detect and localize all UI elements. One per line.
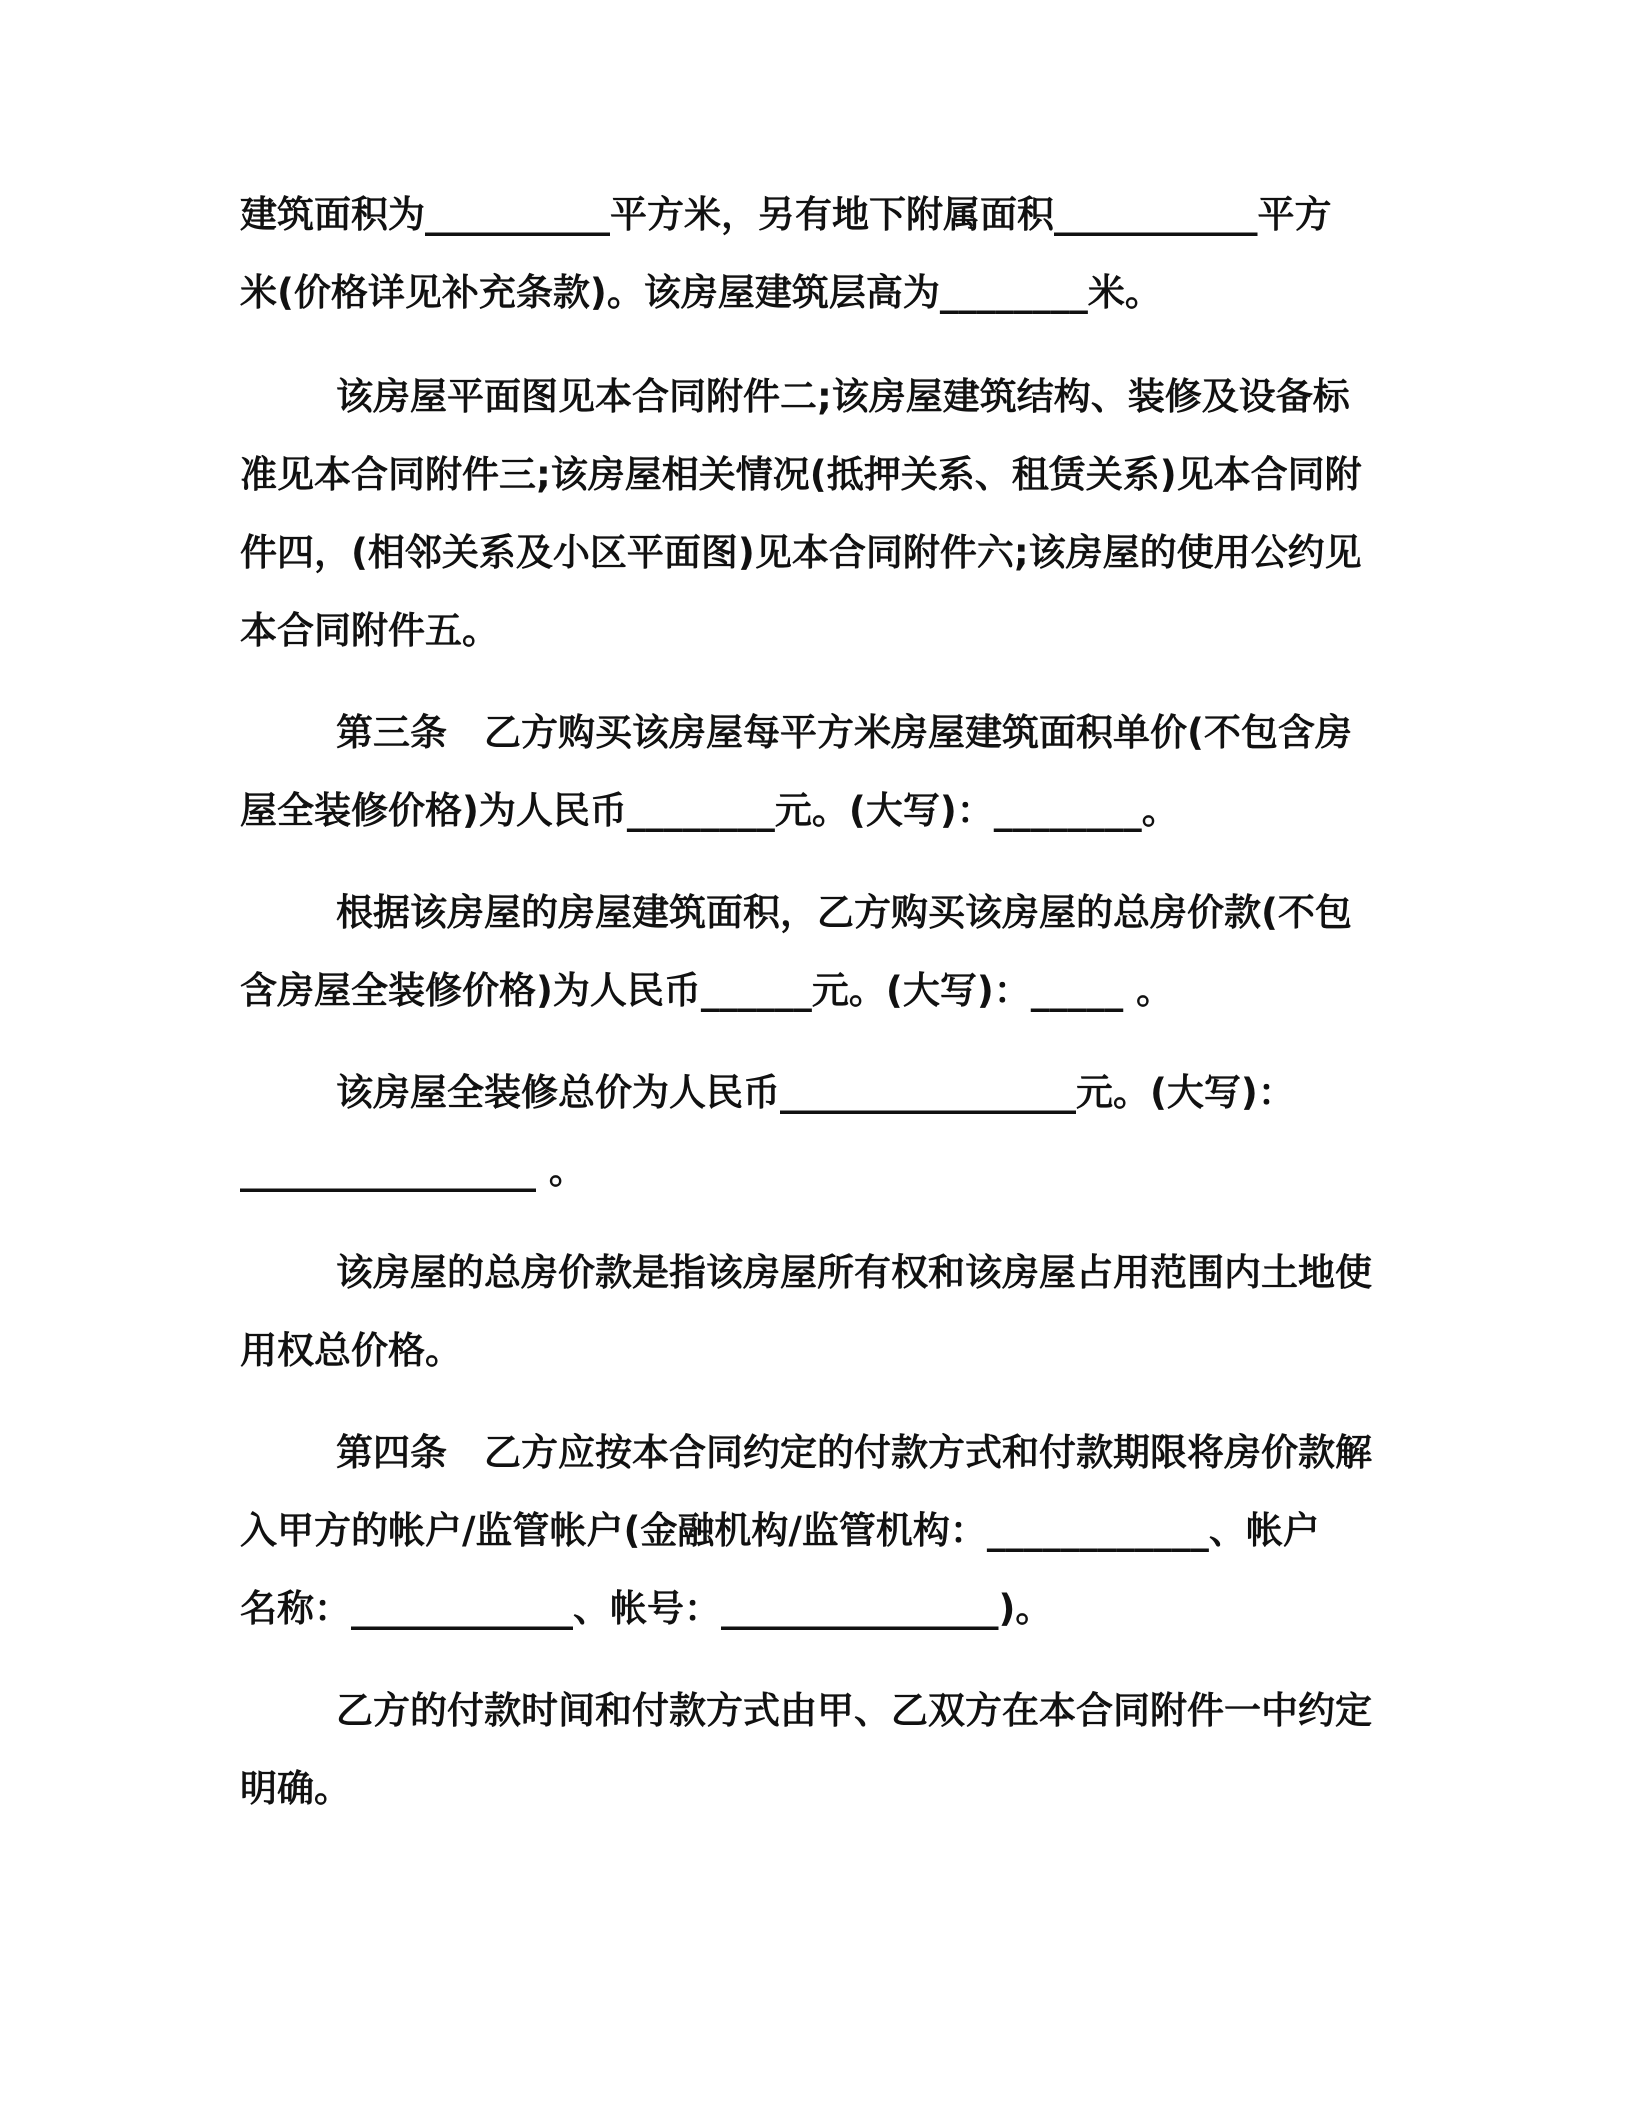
paragraph-line: ________________ 。 <box>240 1149 586 1192</box>
paragraph-line: 用权总价格。 <box>240 1329 462 1372</box>
paragraph-price-definition <box>240 1234 1400 1390</box>
paragraph-payment-terms <box>240 1672 1400 1828</box>
paragraph-line: 件四，(相邻关系及小区平面图)见本合同附件六;该房屋的使用公约见 <box>240 531 1362 574</box>
paragraph-line: 屋全装修价格)为人民币________元。(大写)：________。 <box>240 789 1179 832</box>
paragraph-article-4 <box>240 1414 1400 1648</box>
paragraph-line: 根据该房屋的房屋建筑面积，乙方购买该房屋的总房价款(不包 <box>336 891 1352 934</box>
paragraph-line: 含房屋全装修价格)为人民币______元。(大写)：_____ 。 <box>240 969 1174 1012</box>
paragraph-line: 该房屋全装修总价为人民币________________元。(大写)： <box>336 1071 1295 1114</box>
paragraph-line: 名称：____________、帐号：_______________)。 <box>240 1587 1053 1630</box>
paragraph-line: 乙方的付款时间和付款方式由甲、乙双方在本合同附件一中约定 <box>336 1689 1372 1732</box>
paragraph-line: 米(价格详见补充条款)。该房屋建筑层高为________米。 <box>240 271 1162 314</box>
paragraph-line: 入甲方的帐户/监管帐户(金融机构/监管机构：____________、帐户 <box>240 1509 1320 1552</box>
paragraph-line: 该房屋平面图见本合同附件二;该房屋建筑结构、装修及设备标 <box>336 375 1350 418</box>
paragraph-line: 第三条 乙方购买该房屋每平方米房屋建筑面积单价(不包含房 <box>336 711 1352 754</box>
paragraph-attachments <box>240 358 1400 670</box>
paragraph-area <box>240 176 1400 332</box>
paragraph-line: 准见本合同附件三;该房屋相关情况(抵押关系、租赁关系)见本合同附 <box>240 453 1362 496</box>
paragraph-line: 本合同附件五。 <box>240 609 499 652</box>
paragraph-article-3 <box>240 694 1400 850</box>
paragraph-line: 第四条 乙方应按本合同约定的付款方式和付款期限将房价款解 <box>336 1431 1372 1474</box>
paragraph-line: 建筑面积为__________平方米，另有地下附属面积___________平方 <box>240 193 1332 236</box>
paragraph-decoration-price <box>240 1054 1400 1210</box>
paragraph-total-price <box>240 874 1400 1030</box>
paragraph-line: 明确。 <box>240 1767 351 1810</box>
paragraph-line: 该房屋的总房价款是指该房屋所有权和该房屋占用范围内土地使 <box>336 1251 1372 1294</box>
